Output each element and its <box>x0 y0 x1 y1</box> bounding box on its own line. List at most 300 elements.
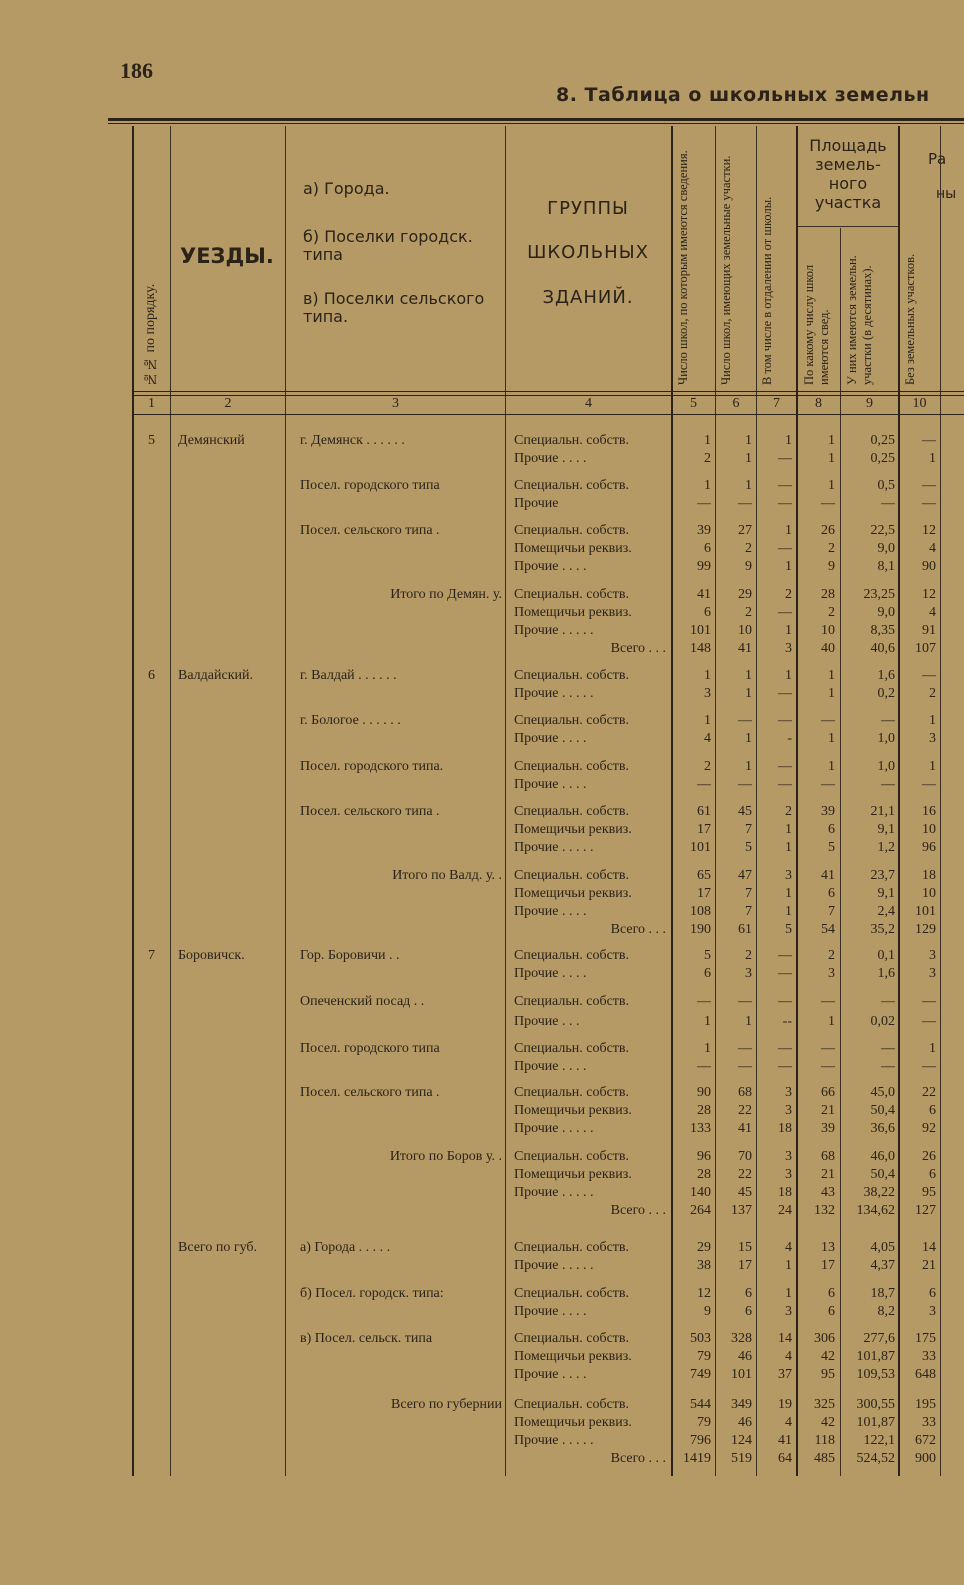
cell-c8: 13 <box>821 1240 835 1255</box>
cell-group: Прочие . . . . <box>514 1059 587 1074</box>
header-area-title: Площадь земель-ного участка <box>809 136 887 212</box>
cell-group: Специальн. собств. <box>514 868 630 883</box>
cell-c7: — <box>778 994 792 1009</box>
col-index-10: 10 <box>912 396 927 411</box>
cell-place: в) Посел. сельск. типа <box>300 1331 433 1346</box>
header-col-no: №№ по порядку. <box>143 283 158 386</box>
cell-group: Прочие . . . . <box>514 451 587 466</box>
cell-c8: 39 <box>821 804 835 819</box>
col-index-3: 3 <box>392 396 399 411</box>
header-groups-1: ГРУППЫ <box>547 198 629 219</box>
cell-c8: 1 <box>828 731 835 746</box>
cell-c8: 6 <box>828 1286 835 1301</box>
cell-c10: 3 <box>929 731 936 746</box>
cell-c7: — <box>778 541 792 556</box>
cell-c9: 0,02 <box>870 1014 895 1029</box>
cell-c6: 22 <box>738 1167 752 1182</box>
cell-uezd: Всего по губ. <box>178 1240 258 1255</box>
cell-c9: 0,1 <box>877 948 895 963</box>
cell-c10: 3 <box>929 1304 936 1319</box>
cell-group: Прочие . . . . . <box>514 1258 594 1273</box>
cell-c7: 1 <box>785 822 792 837</box>
cell-c6: 349 <box>731 1397 752 1412</box>
cell-c7: 1 <box>785 840 792 855</box>
cell-c7: 1 <box>785 559 792 574</box>
cell-c8: 9 <box>828 559 835 574</box>
cell-c8: 95 <box>821 1367 835 1382</box>
cell-group: Специальн. собств. <box>514 713 630 728</box>
cell-c6: — <box>738 1041 752 1056</box>
cell-c7: 1 <box>785 623 792 638</box>
cell-c10: 21 <box>922 1258 936 1273</box>
cell-c7: 3 <box>785 1103 792 1118</box>
cell-c8: — <box>821 713 835 728</box>
cell-c5: — <box>697 496 711 511</box>
cell-c10: 1 <box>929 451 936 466</box>
cell-c10: 195 <box>915 1397 936 1412</box>
cell-c6: 1 <box>745 686 752 701</box>
cell-c5: — <box>697 1059 711 1074</box>
cell-group: Прочие . . . . . <box>514 623 594 638</box>
cell-c7: — <box>778 713 792 728</box>
cell-group: Помещичьи реквиз. <box>514 822 632 837</box>
cell-group: Прочие . . . . . <box>514 840 594 855</box>
cell-c9: 46,0 <box>870 1149 895 1164</box>
cell-c9: 101,87 <box>856 1349 895 1364</box>
cell-c7: — <box>778 605 792 620</box>
cell-c5: — <box>697 777 711 792</box>
cell-c5: 90 <box>697 1085 711 1100</box>
cell-c6: 137 <box>731 1203 752 1218</box>
header-col5: Число школ, по которым имеются сведения. <box>676 150 690 385</box>
cell-c5: 503 <box>690 1331 711 1346</box>
cell-c9: 122,1 <box>863 1433 895 1448</box>
cell-c7: 2 <box>785 804 792 819</box>
cell-c9: 9,0 <box>877 605 895 620</box>
header-col-uezd: УЕЗДЫ. <box>180 244 274 268</box>
cell-c5: 61 <box>697 804 711 819</box>
cell-c7: 3 <box>785 641 792 656</box>
cell-c5: 99 <box>697 559 711 574</box>
cell-c9: 38,22 <box>863 1185 895 1200</box>
cell-c10: — <box>922 496 936 511</box>
cell-c7: 3 <box>785 1167 792 1182</box>
header-type-c: в) Поселки сельского типа. <box>303 289 485 326</box>
cell-c5: 12 <box>697 1286 711 1301</box>
cell-c6: 6 <box>745 1304 752 1319</box>
cell-c6: 519 <box>731 1451 752 1466</box>
header-type-a: а) Города. <box>303 179 390 198</box>
cell-c9: 134,62 <box>856 1203 895 1218</box>
cell-c5: 264 <box>690 1203 711 1218</box>
cell-group: Всего . . . <box>610 1451 666 1466</box>
cell-group: Всего . . . <box>610 922 666 937</box>
cell-c7: 3 <box>785 1304 792 1319</box>
cell-c8: 1 <box>828 478 835 493</box>
cell-c9: 8,2 <box>877 1304 895 1319</box>
cell-c8: 6 <box>828 1304 835 1319</box>
cell-c6: — <box>738 713 752 728</box>
cell-c6: 1 <box>745 759 752 774</box>
cell-c5: 5 <box>704 948 711 963</box>
cell-c9: 1,6 <box>877 668 895 683</box>
cell-c9: 8,1 <box>877 559 895 574</box>
cell-c7: 1 <box>785 1258 792 1273</box>
cell-c7: 4 <box>785 1240 792 1255</box>
header-col8: По какому числу школ имеются свед. <box>802 264 831 385</box>
cell-c9: — <box>881 496 895 511</box>
cell-c8: — <box>821 1041 835 1056</box>
cell-c5: 79 <box>697 1349 711 1364</box>
cell-c8: — <box>821 994 835 1009</box>
cell-group: Прочие . . . . <box>514 731 587 746</box>
page-number: 186 <box>120 58 153 83</box>
cell-c8: 1 <box>828 668 835 683</box>
cell-place: Итого по Демян. у. <box>390 587 502 602</box>
cell-place: а) Города . . . . . <box>300 1240 391 1255</box>
cell-c7: 3 <box>785 1085 792 1100</box>
cell-c6: — <box>738 1059 752 1074</box>
cell-c8: — <box>821 496 835 511</box>
cell-c10: 6 <box>929 1103 936 1118</box>
cell-c10: 18 <box>922 868 936 883</box>
cell-c5: 38 <box>697 1258 711 1273</box>
cell-group: Специальн. собств. <box>514 1149 630 1164</box>
cell-group: Помещичьи реквиз. <box>514 1415 632 1430</box>
cell-c5: 2 <box>704 451 711 466</box>
cell-c6: 70 <box>738 1149 752 1164</box>
cell-c9: — <box>881 1041 895 1056</box>
cell-no: 7 <box>148 948 155 963</box>
cell-c9: 1,0 <box>877 731 895 746</box>
cell-c8: 3 <box>828 966 835 981</box>
cell-c5: 96 <box>697 1149 711 1164</box>
cell-c8: 485 <box>814 1451 835 1466</box>
cell-c8: 325 <box>814 1397 835 1412</box>
cell-place: Посел. сельского типа . <box>300 804 440 819</box>
header-col9: У них имеются земельн. участки (в десятинах). <box>845 255 874 385</box>
cell-c7: 5 <box>785 922 792 937</box>
cell-c8: — <box>821 1059 835 1074</box>
cell-group: Специальн. собств. <box>514 433 630 448</box>
cell-c6: 7 <box>745 822 752 837</box>
cell-c9: 50,4 <box>870 1167 895 1182</box>
cell-c7: 18 <box>778 1121 792 1136</box>
cell-c9: — <box>881 777 895 792</box>
cell-c5: 28 <box>697 1167 711 1182</box>
cell-c6: 1 <box>745 451 752 466</box>
cell-group: Специальн. собств. <box>514 759 630 774</box>
cell-c5: 29 <box>697 1240 711 1255</box>
header-groups-2: ШКОЛЬНЫХ <box>527 242 649 263</box>
cell-c7: — <box>778 777 792 792</box>
header-col6: Число школ, имеющих земельные участки. <box>719 155 733 385</box>
area-subheader-rule <box>798 226 898 227</box>
cell-c6: 7 <box>745 886 752 901</box>
cell-c10: 1 <box>929 1041 936 1056</box>
cell-c9: 4,05 <box>870 1240 895 1255</box>
cell-c6: 6 <box>745 1286 752 1301</box>
cell-place: Посел. городского типа <box>300 1041 440 1056</box>
cell-place: Посел. городского типа. <box>300 759 444 774</box>
cell-c10: 3 <box>929 948 936 963</box>
cell-group: Помещичьи реквиз. <box>514 886 632 901</box>
cell-c9: 50,4 <box>870 1103 895 1118</box>
cell-c10: 96 <box>922 840 936 855</box>
cell-c10: 127 <box>915 1203 936 1218</box>
cell-group: Специальн. собств. <box>514 948 630 963</box>
col-index-6: 6 <box>732 396 740 411</box>
cell-c10: 33 <box>922 1415 936 1430</box>
cell-c7: — <box>778 1041 792 1056</box>
cell-c5: 796 <box>690 1433 711 1448</box>
cell-c8: 1 <box>828 686 835 701</box>
cell-c6: 2 <box>745 541 752 556</box>
cell-group: Прочие . . . . <box>514 966 587 981</box>
cell-group: Прочие . . . . . <box>514 1121 594 1136</box>
cell-c9: — <box>881 994 895 1009</box>
cell-place: г. Демянск . . . . . . <box>300 433 405 448</box>
cell-place: Посел. сельского типа . <box>300 1085 440 1100</box>
cell-c6: 1 <box>745 668 752 683</box>
cell-no: 6 <box>148 668 155 683</box>
cell-c8: 2 <box>828 948 835 963</box>
cell-c5: 6 <box>704 605 711 620</box>
cell-c5: 1 <box>704 478 711 493</box>
cell-c6: 9 <box>745 559 752 574</box>
cell-c5: 79 <box>697 1415 711 1430</box>
cell-c5: 101 <box>690 623 711 638</box>
cell-c6: 61 <box>738 922 752 937</box>
cell-c6: 41 <box>738 1121 752 1136</box>
cell-c6: 328 <box>731 1331 752 1346</box>
cell-c8: 1 <box>828 451 835 466</box>
cell-c7: 4 <box>785 1415 792 1430</box>
cell-c9: 40,6 <box>870 641 895 656</box>
cell-c6: 17 <box>738 1258 752 1273</box>
cell-c6: 47 <box>738 868 752 883</box>
cell-c6: 1 <box>745 731 752 746</box>
cell-group: Прочие <box>514 496 559 511</box>
cell-c6: 1 <box>745 433 752 448</box>
cell-c10: 91 <box>922 623 936 638</box>
col-divider-1 <box>170 126 171 1476</box>
cell-c8: 17 <box>821 1258 835 1273</box>
cell-c10: — <box>922 1059 936 1074</box>
cell-c8: 42 <box>821 1415 835 1430</box>
cell-c10: 101 <box>915 904 936 919</box>
cell-c9: 22,5 <box>870 523 895 538</box>
cell-c8: — <box>821 777 835 792</box>
cell-c8: 21 <box>821 1167 835 1182</box>
cell-c5: 749 <box>690 1367 711 1382</box>
cell-c7: — <box>778 966 792 981</box>
cell-c5: 4 <box>704 731 711 746</box>
cell-c6: 3 <box>745 966 752 981</box>
col-index-9: 9 <box>866 396 873 411</box>
cell-group: Прочие . . . . <box>514 1304 587 1319</box>
cell-c5: 9 <box>704 1304 711 1319</box>
cell-c6: 2 <box>745 948 752 963</box>
cell-c5: 39 <box>697 523 711 538</box>
cell-group: Всего . . . <box>610 641 666 656</box>
cell-c9: 21,1 <box>870 804 895 819</box>
cell-c8: 1 <box>828 433 835 448</box>
col-index-1: 1 <box>148 396 155 411</box>
cell-c7: -- <box>782 1014 792 1029</box>
cell-c8: 40 <box>821 641 835 656</box>
cell-c5: 65 <box>697 868 711 883</box>
cell-group: Специальн. собств. <box>514 1240 630 1255</box>
cell-c10: 1 <box>929 713 936 728</box>
col-index-4: 4 <box>585 396 592 411</box>
cell-c9: 45,0 <box>870 1085 895 1100</box>
cell-c5: 101 <box>690 840 711 855</box>
col-divider-10 <box>940 126 941 1476</box>
cell-c8: 5 <box>828 840 835 855</box>
cell-c8: 7 <box>828 904 835 919</box>
cell-c10: 648 <box>915 1367 936 1382</box>
cell-group: Прочие . . . . <box>514 1367 587 1382</box>
cell-c9: 9,0 <box>877 541 895 556</box>
index-row-rule <box>132 414 964 415</box>
cell-c6: 27 <box>738 523 752 538</box>
cell-group: Помещичьи реквиз. <box>514 1167 632 1182</box>
cell-group: Прочие . . . . . <box>514 1185 594 1200</box>
cell-c8: 1 <box>828 759 835 774</box>
cell-c8: 132 <box>814 1203 835 1218</box>
cell-c6: 1 <box>745 478 752 493</box>
cell-c9: — <box>881 1059 895 1074</box>
cell-c9: 2,4 <box>877 904 895 919</box>
cell-group: Помещичьи реквиз. <box>514 541 632 556</box>
cell-c10: — <box>922 1014 936 1029</box>
cell-place: б) Посел. городск. типа: <box>300 1286 444 1301</box>
cell-c7: — <box>778 1059 792 1074</box>
cell-uezd: Боровичск. <box>178 948 245 963</box>
table-left-border <box>132 126 134 1476</box>
cell-c7: 1 <box>785 433 792 448</box>
cell-c5: 1419 <box>683 1451 711 1466</box>
cell-c6: 22 <box>738 1103 752 1118</box>
cell-c6: 45 <box>738 804 752 819</box>
cell-c10: 10 <box>922 886 936 901</box>
cell-c5: 108 <box>690 904 711 919</box>
cell-c8: 2 <box>828 541 835 556</box>
cell-group: Прочие . . . . . <box>514 1433 594 1448</box>
cell-c9: 300,55 <box>856 1397 895 1412</box>
cell-group: Специальн. собств. <box>514 1286 630 1301</box>
cell-c9: 0,25 <box>870 451 895 466</box>
cell-c7: 1 <box>785 904 792 919</box>
cell-group: Всего . . . <box>610 1203 666 1218</box>
cell-c10: 90 <box>922 559 936 574</box>
cell-place: Опеченский посад . . <box>300 994 425 1009</box>
cell-c10: — <box>922 478 936 493</box>
header-right-cut-2: ны <box>936 186 957 202</box>
cell-group: Прочие . . . . <box>514 904 587 919</box>
cell-c7: 14 <box>778 1331 792 1346</box>
cell-c10: — <box>922 994 936 1009</box>
cell-c5: 1 <box>704 1014 711 1029</box>
cell-c9: 1,6 <box>877 966 895 981</box>
header-col7: В том числе в отдалении от школы. <box>760 196 774 385</box>
cell-group: Специальн. собств. <box>514 668 630 683</box>
cell-c7: 4 <box>785 1349 792 1364</box>
cell-c7: — <box>778 451 792 466</box>
cell-c7: 64 <box>778 1451 792 1466</box>
cell-group: Специальн. собств. <box>514 587 630 602</box>
cell-c6: 45 <box>738 1185 752 1200</box>
cell-c10: 12 <box>922 587 936 602</box>
cell-uezd: Демянский <box>178 433 245 448</box>
cell-c10: — <box>922 668 936 683</box>
cell-c9: 109,53 <box>856 1367 895 1382</box>
header-groups-3: ЗДАНИЙ. <box>542 287 634 308</box>
cell-c7: — <box>778 948 792 963</box>
cell-c7: — <box>778 759 792 774</box>
cell-group: Специальн. собств. <box>514 1085 630 1100</box>
cell-c10: 3 <box>929 966 936 981</box>
cell-c5: 140 <box>690 1185 711 1200</box>
cell-c10: 16 <box>922 804 936 819</box>
cell-c6: 46 <box>738 1415 752 1430</box>
cell-no: 5 <box>148 433 155 448</box>
cell-c7: 3 <box>785 1149 792 1164</box>
header-col10: Без земельных участков. <box>903 253 917 385</box>
cell-c10: 672 <box>915 1433 936 1448</box>
cell-c10: 4 <box>929 605 936 620</box>
cell-group: Специальн. собств. <box>514 804 630 819</box>
cell-c5: 41 <box>697 587 711 602</box>
cell-c5: 190 <box>690 922 711 937</box>
header-right-cut-1: Ра <box>928 150 947 168</box>
cell-c8: 68 <box>821 1149 835 1164</box>
cell-c10: 4 <box>929 541 936 556</box>
cell-c6: 1 <box>745 1014 752 1029</box>
cell-c10: 95 <box>922 1185 936 1200</box>
cell-place: Всего по губернии <box>390 1397 502 1412</box>
cell-c6: — <box>738 994 752 1009</box>
cell-c8: 306 <box>814 1331 835 1346</box>
cell-group: Помещичьи реквиз. <box>514 1349 632 1364</box>
cell-c5: 17 <box>697 886 711 901</box>
cell-c5: 1 <box>704 1041 711 1056</box>
cell-c8: 2 <box>828 605 835 620</box>
cell-place: г. Бологое . . . . . . <box>300 713 401 728</box>
cell-c5: 1 <box>704 713 711 728</box>
cell-group: Прочие . . . <box>514 1014 580 1029</box>
cell-c6: 7 <box>745 904 752 919</box>
cell-c9: 1,0 <box>877 759 895 774</box>
cell-c10: 33 <box>922 1349 936 1364</box>
cell-c9: 0,2 <box>877 686 895 701</box>
cell-c8: 6 <box>828 822 835 837</box>
cell-c10: 175 <box>915 1331 936 1346</box>
cell-c7: 2 <box>785 587 792 602</box>
cell-c6: 101 <box>731 1367 752 1382</box>
cell-c9: 18,7 <box>870 1286 895 1301</box>
col-index-2: 2 <box>224 396 232 411</box>
cell-place: Посел. городского типа <box>300 478 440 493</box>
cell-c9: 101,87 <box>856 1415 895 1430</box>
cell-c9: 4,37 <box>870 1258 895 1273</box>
col-divider-3 <box>505 126 506 1476</box>
cell-c5: 6 <box>704 966 711 981</box>
cell-c6: 29 <box>738 587 752 602</box>
cell-c6: 46 <box>738 1349 752 1364</box>
cell-group: Прочие . . . . <box>514 559 587 574</box>
